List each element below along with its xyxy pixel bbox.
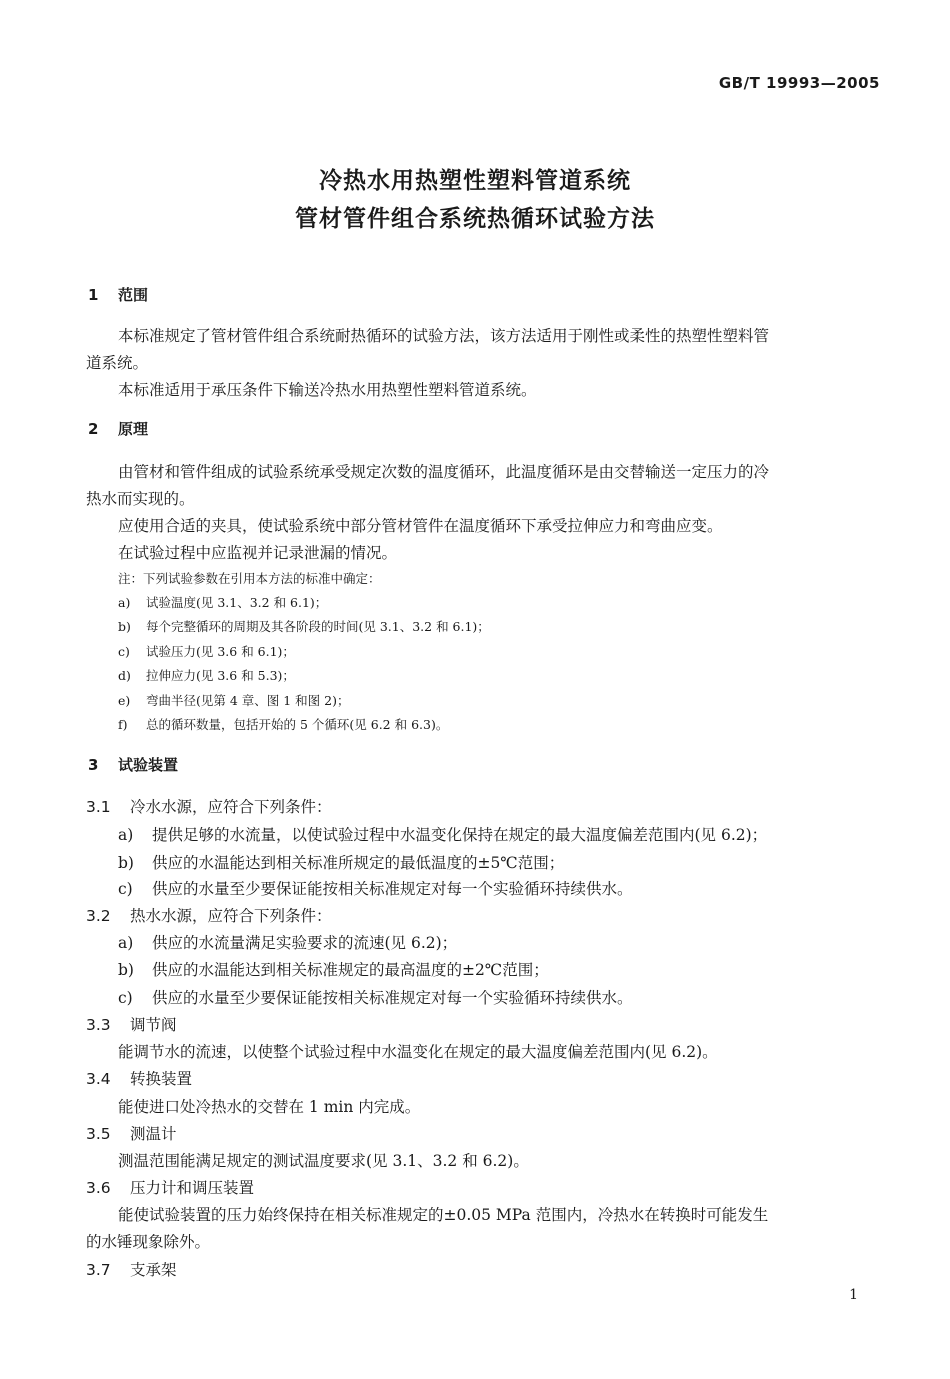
subsection-3-4-heading: 3.4 转换装置 [86,1070,193,1088]
section-2-heading [88,418,148,439]
paragraph: 在试验过程中应监视并记录泄漏的情况。 [118,544,398,562]
section-3-heading [88,754,178,775]
subsection-3-2-heading: 3.2 热水水源，应符合下列条件： [86,907,332,925]
subsection-3-6-heading: 3.6 压力计和调压装置 [86,1179,255,1197]
standard-code: GB/T 19993—2005 [718,74,880,92]
section-number: 2 [88,420,99,438]
paragraph: 应使用合适的夹具，使试验系统中部分管材管件在温度循环下承受拉伸应力和弯曲应变。 [118,517,723,535]
paragraph: 测温范围能满足规定的测试温度要求(见 3.1、3.2 和 6.2)。 [118,1152,529,1170]
subsection-3-1-heading: 3.1 冷水水源，应符合下列条件： [86,798,332,816]
paragraph: 热水而实现的。 [86,490,195,508]
list-item: c) 供应的水量至少要保证能按相关标准规定对每一个实验循环持续供水。 [118,989,633,1007]
list-item: a) 供应的水流量满足实验要求的流速(见 6.2)； [118,934,458,952]
section-title: 试验装置 [118,756,179,774]
list-item: b) 供应的水温能达到相关标准所规定的最低温度的±5℃范围； [118,854,565,872]
section-number: 3 [88,756,99,774]
note-item: b) 每个完整循环的周期及其各阶段的时间(见 3.1、3.2 和 6.1)； [118,619,490,634]
paragraph: 由管材和管件组成的试验系统承受规定次数的温度循环，此温度循环是由交替输送一定压力的冷 [118,463,770,481]
list-item: a) 提供足够的水流量，以使试验过程中水温变化保持在规定的最大温度偏差范围内(见 6.2)； [118,826,768,844]
section-title: 范围 [118,286,149,304]
note-item: e) 弯曲半径(见第 4 章、图 1 和图 2)； [118,693,350,708]
note-intro: 注：下列试验参数在引用本方法的标准中确定： [118,571,381,586]
document-title-line2: 管材管件组合系统热循环试验方法 [295,206,655,232]
paragraph: 道系统。 [86,354,149,372]
paragraph: 能使试验装置的压力始终保持在相关标准规定的±0.05 MPa 范围内，冷热水在转换时可能发生 [118,1206,769,1224]
document-title-line1: 冷热水用热塑性塑料管道系统 [319,168,631,194]
list-item: c) 供应的水量至少要保证能按相关标准规定对每一个实验循环持续供水。 [118,880,633,898]
paragraph: 本标准规定了管材管件组合系统耐热循环的试验方法，该方法适用于刚性或柔性的热塑性塑料管 [118,327,770,345]
note-item: a) 试验温度(见 3.1、3.2 和 6.1)； [118,595,328,610]
paragraph: 的水锤现象除外。 [86,1233,211,1251]
subsection-3-5-heading: 3.5 测温计 [86,1125,177,1143]
section-title: 原理 [118,420,149,438]
list-item: b) 供应的水温能达到相关标准规定的最高温度的±2℃范围； [118,961,549,979]
paragraph: 能调节水的流速，以使整个试验过程中水温变化在规定的最大温度偏差范围内(见 6.2)。 [118,1043,718,1061]
section-number: 1 [88,286,99,304]
subsection-3-3-heading: 3.3 调节阀 [86,1016,177,1034]
paragraph: 本标准适用于承压条件下输送冷热水用热塑性塑料管道系统。 [118,381,537,399]
paragraph: 能使进口处冷热水的交替在 1 min 内完成。 [118,1098,421,1116]
section-1-heading [88,284,148,305]
page-number: 1 [849,1287,858,1303]
note-item: d) 拉伸应力(见 3.6 和 5.3)； [118,668,295,683]
subsection-3-7-heading: 3.7 支承架 [86,1261,177,1279]
note-item: f) 总的循环数量，包括开始的 5 个循环(见 6.2 和 6.3)。 [118,717,449,732]
note-item: c) 试验压力(见 3.6 和 6.1)； [118,644,295,659]
